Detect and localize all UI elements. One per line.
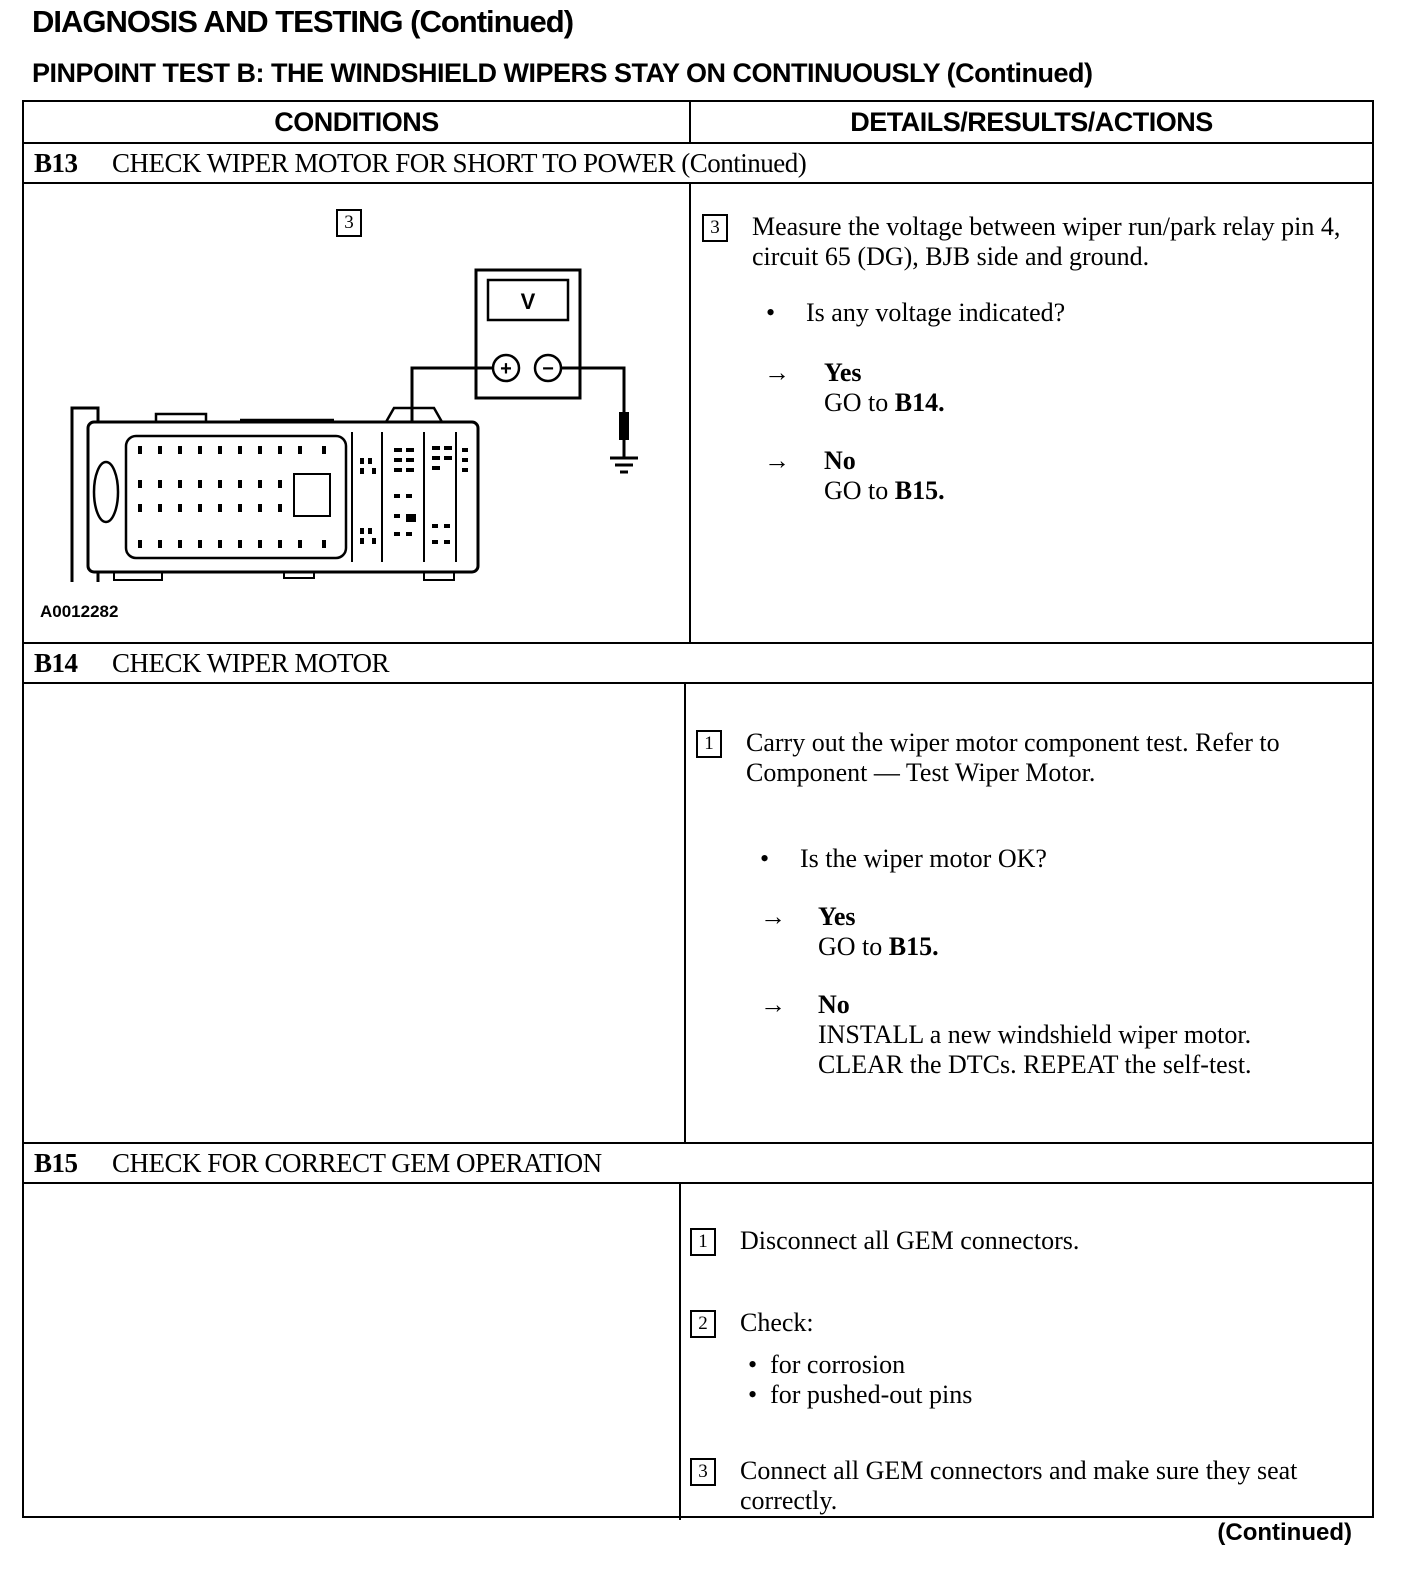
step-code: B15: [34, 1147, 78, 1178]
goto-b14-target: B14.: [894, 388, 945, 417]
step-title: CHECK WIPER MOTOR FOR SHORT TO POWER (Continued): [112, 147, 807, 178]
column-divider: [689, 102, 691, 142]
check-list: [748, 1350, 972, 1410]
b15-step-3: [690, 1456, 1350, 1516]
no-label: No: [818, 990, 850, 1019]
step-text: Connect all GEM connectors and make sure they seat correctly.: [740, 1456, 1298, 1515]
step-title: CHECK WIPER MOTOR: [112, 647, 390, 678]
list-item: • for pushed-out pins: [748, 1380, 973, 1409]
plus-symbol: +: [500, 358, 512, 380]
arrow-icon: →: [764, 358, 790, 387]
probe-tip-icon: [619, 412, 629, 440]
b15-step-1: [690, 1226, 1360, 1256]
page-title: DIAGNOSIS AND TESTING (Continued): [32, 4, 574, 39]
goto-b15-target: B15.: [894, 476, 945, 505]
step-code: B14: [34, 647, 78, 678]
step-number-box: 1: [690, 1228, 716, 1256]
voltmeter-label: V: [520, 289, 536, 314]
step-number-box: 2: [690, 1310, 716, 1338]
continued-footer: (Continued): [1217, 1519, 1352, 1546]
goto-b15-target: B15.: [888, 932, 939, 961]
column-divider: [689, 182, 691, 642]
list-item: • for corrosion: [748, 1350, 906, 1379]
step-row-b15: [34, 1144, 602, 1182]
step-number-box: 3: [690, 1458, 716, 1486]
figure-id: A0012282: [40, 602, 119, 621]
arrow-icon: →: [760, 990, 786, 1019]
arrow-icon: →: [760, 902, 786, 931]
b13-yes-result: Yes GO to B14.: [824, 358, 945, 417]
no-label: No: [824, 446, 856, 475]
rule: [24, 182, 1372, 184]
b13-step-3: [702, 212, 1362, 272]
b13-question: Is any voltage indicated?: [806, 298, 1066, 327]
step-text: Disconnect all GEM connectors.: [740, 1226, 1080, 1255]
yes-label: Yes: [818, 902, 856, 931]
step-row-b13: [34, 144, 806, 182]
column-header-conditions: CONDITIONS: [274, 106, 439, 137]
figure-step-marker: 3: [336, 209, 362, 237]
b14-question: Is the wiper motor OK?: [800, 844, 1047, 873]
rule: [24, 1182, 1372, 1184]
yes-label: Yes: [824, 358, 862, 387]
step-text: Check:: [740, 1308, 814, 1337]
test-title: PINPOINT TEST B: THE WINDSHIELD WIPERS STAY ON CONTINUOUSLY (Continued): [32, 58, 1093, 88]
step-number-box: 3: [702, 214, 728, 242]
column-header-details: DETAILS/RESULTS/ACTIONS: [850, 106, 1213, 137]
column-divider: [679, 1182, 681, 1520]
bullet-icon: •: [766, 298, 776, 327]
step-text: Carry out the wiper motor component test. Refer to Component — Test Wiper Motor.: [746, 728, 1280, 787]
minus-symbol: −: [542, 358, 554, 380]
b15-step-2: [690, 1308, 1360, 1338]
battery-junction-box-icon: [72, 408, 478, 582]
pinpoint-test-table: [22, 100, 1374, 1518]
rule: [24, 682, 1372, 684]
step-text: Measure the voltage between wiper run/park relay pin 4, circuit 65 (DG), BJB side and ground.: [752, 212, 1341, 271]
step-title: CHECK FOR CORRECT GEM OPERATION: [112, 1147, 602, 1178]
b14-no-result: No INSTALL a new windshield wiper motor. CLEAR the DTCs. REPEAT the self-test.: [818, 990, 1252, 1079]
b14-step-1: [696, 728, 1362, 788]
column-divider: [684, 682, 686, 1142]
step-number-box: 1: [696, 730, 722, 758]
step-row-b14: [34, 644, 389, 682]
step-code: B13: [34, 147, 78, 178]
arrow-icon: →: [764, 446, 790, 475]
b14-yes-result: Yes GO to B15.: [818, 902, 939, 961]
b13-no-result: No GO to B15.: [824, 446, 945, 505]
bullet-icon: •: [760, 844, 770, 873]
bjb-voltmeter-diagram: [54, 262, 654, 582]
